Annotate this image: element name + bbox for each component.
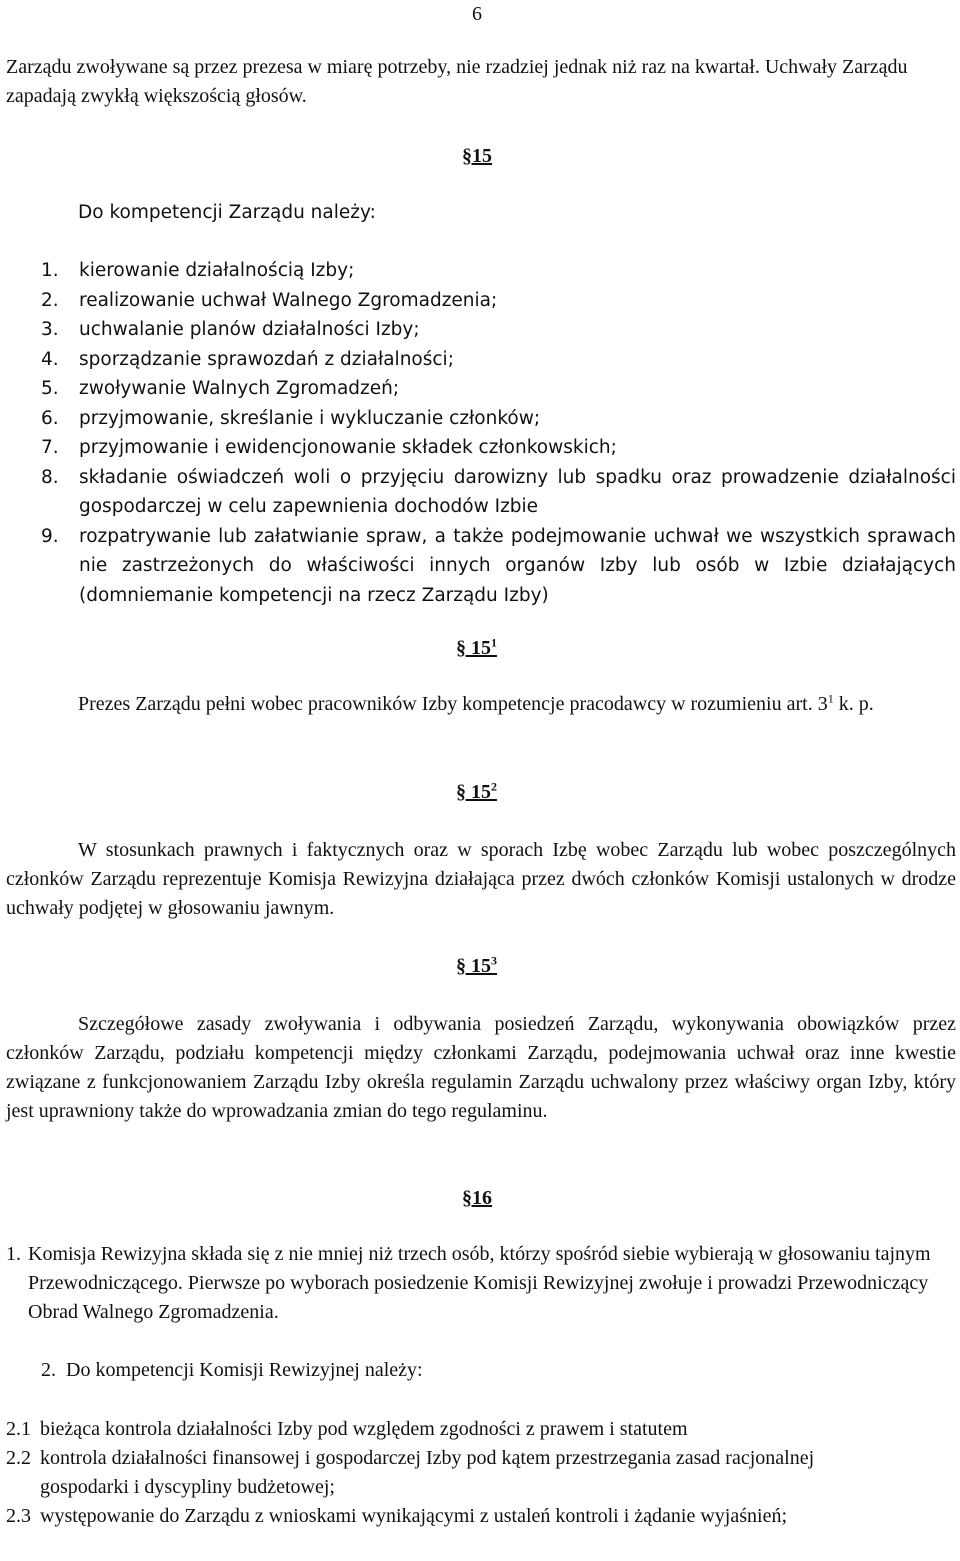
section-15-3-heading: § $15^3$: [456, 953, 497, 977]
list-item: 2. realizowanie uchwał Walnego Zgromadzenia;: [41, 289, 498, 311]
list-item: 4. sporządzanie sprawozdań z działalności;: [41, 348, 454, 370]
list-item: 1. kierowanie działalnością Izby;: [41, 260, 355, 281]
list-item: 8. składanie oświadczeń woli o przyjęciu darowizny lub spadku oraz prowadzenie działalności gospodarczej w celu zapewnienia dochodów Izbie: [41, 466, 956, 517]
section-16-heading: §16: [462, 1187, 492, 1209]
list-item: 2.3 występowanie do Zarządu z wnioskami wynikającymi z ustaleń kontroli i żądanie wyjaśnień;: [6, 1505, 788, 1527]
section-16-point-2: 2. Do kompetencji Komisji Rewizyjnej należy:: [41, 1359, 423, 1381]
list-item: 5. zwoływanie Walnych Zgromadzeń;: [41, 378, 400, 399]
section-15-1-paragraph: Prezes Zarządu pełni wobec pracowników Izby kompetencje pracodawcy w rozumieniu art. $3^1$ k. p.: [78, 691, 874, 715]
list-item: 9. rozpatrywanie lub załatwianie spraw, a także podejmowanie uchwał we wszystkich sprawach nie zastrzeżonych do właściwości innych organów Izby lub osób w Izbie działających (domniemanie kompetencji na rzecz Zarządu Izby): [41, 525, 956, 606]
section-15-2-heading: § $15^2$: [456, 779, 497, 803]
section-16-sublist: [6, 1415, 956, 1531]
section-15-3-paragraph: Szczegółowe zasady zwoływania i odbywania posiedzeń Zarządu, wykonywania obowiązków przez członków Zarządu, podziału kompetencji między członkami Zarządu, podejmowania uchwał oraz inne kwestie związane z funkcjonowaniem Zarządu Izby określa regulamin Zarządu uchwalony przez właściwy organ Izby, który jest uprawniony także do wprowadzania zmian do tego regulaminu.: [6, 1013, 956, 1122]
page-number: 6: [472, 3, 482, 25]
section-16-point-1: 1. Komisja Rewizyjna składa się z nie mniej niż trzech osób, którzy spośród siebie wybierają w głosowaniu tajnym Przewodniczącego. Pierwsze po wyborach posiedzenie Komisji Rewizyjnej zwołuje i prowadzi Przewodniczący Obrad Walnego Zgromadzenia.: [6, 1243, 931, 1323]
list-item: 6. przyjmowanie, skreślanie i wykluczanie członków;: [41, 407, 541, 429]
section-15-list: [41, 256, 956, 610]
list-item: 2.2 kontrola działalności finansowej i gospodarczej Izby pod kątem przestrzegania zasad racjonalnej gospodarki i dyscypliny budżetowej;: [6, 1447, 815, 1498]
list-item: 7. przyjmowanie i ewidencjonowanie składek członkowskich;: [41, 437, 617, 458]
list-item: 2.1 bieżąca kontrola działalności Izby pod względem zgodności z prawem i statutem: [6, 1418, 688, 1440]
section-15-1-heading: § $15^1$: [456, 635, 497, 659]
intro-paragraph: Zarządu zwoływane są przez prezesa w miarę potrzeby, nie rzadziej jednak niż raz na kwartał. Uchwały Zarządu zapadają zwykłą większością głosów.: [6, 56, 908, 107]
section-15-2-paragraph: W stosunkach prawnych i faktycznych oraz w sporach Izbę wobec Zarządu lub wobec poszczególnych członków Zarządu reprezentuje Komisja Rewizyjna działająca przez dwóch członków Komisji ustalonych w drodze uchwały podjętej w głosowaniu jawnym.: [6, 839, 956, 919]
section-15-heading: §15: [462, 145, 492, 167]
list-item: 3. uchwalanie planów działalności Izby;: [41, 319, 420, 340]
section-15-lead: Do kompetencji Zarządu należy:: [78, 202, 376, 223]
